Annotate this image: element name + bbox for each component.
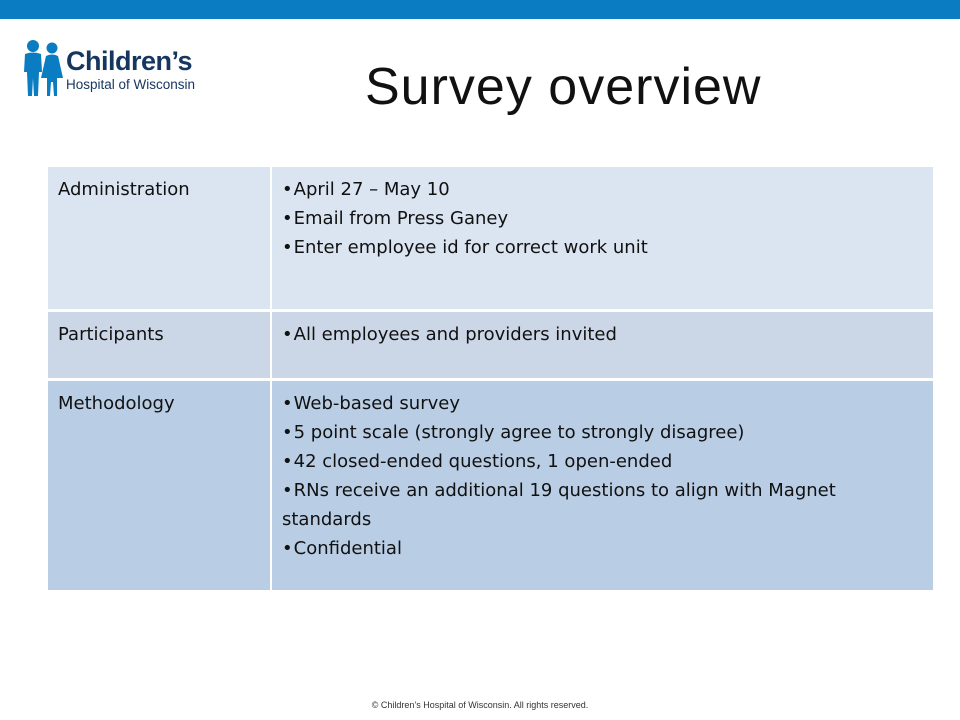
logo-subtitle: Hospital of Wisconsin [66, 77, 196, 92]
row-label: Administration [48, 167, 271, 311]
list-item: • 42 closed-ended questions, 1 open-ended [282, 447, 923, 476]
list-item: • 5 point scale (strongly agree to strongly disagree) [282, 418, 923, 447]
copyright-footer: © Children’s Hospital of Wisconsin. All rights reserved. [371, 700, 589, 710]
list-item: • Confidential [282, 534, 923, 563]
bullet-list [282, 320, 923, 349]
list-item: • RNs receive an additional 19 questions to align with Magnet standards [282, 476, 923, 534]
bullet-list [282, 389, 923, 563]
table-row-participants [48, 311, 933, 380]
table-row-methodology [48, 380, 933, 591]
list-item: • All employees and providers invited [282, 320, 923, 349]
table-row-administration [48, 167, 933, 311]
list-item: • Web-based survey [282, 389, 923, 418]
children-silhouette-icon [22, 38, 66, 98]
row-content [271, 167, 933, 311]
logo-name: Children’s [66, 46, 193, 76]
row-label: Participants [48, 311, 271, 380]
row-label: Methodology [48, 380, 271, 591]
top-accent-bar [0, 0, 960, 19]
row-content [271, 380, 933, 591]
overview-table [48, 167, 933, 590]
list-item: • Email from Press Ganey [282, 204, 923, 233]
slide-title: Survey overview [365, 58, 762, 116]
list-item: • April 27 – May 10 [282, 175, 923, 204]
hospital-logo [22, 38, 222, 100]
list-item: • Enter employee id for correct work unit [282, 233, 923, 262]
row-content [271, 311, 933, 380]
bullet-list [282, 175, 923, 262]
